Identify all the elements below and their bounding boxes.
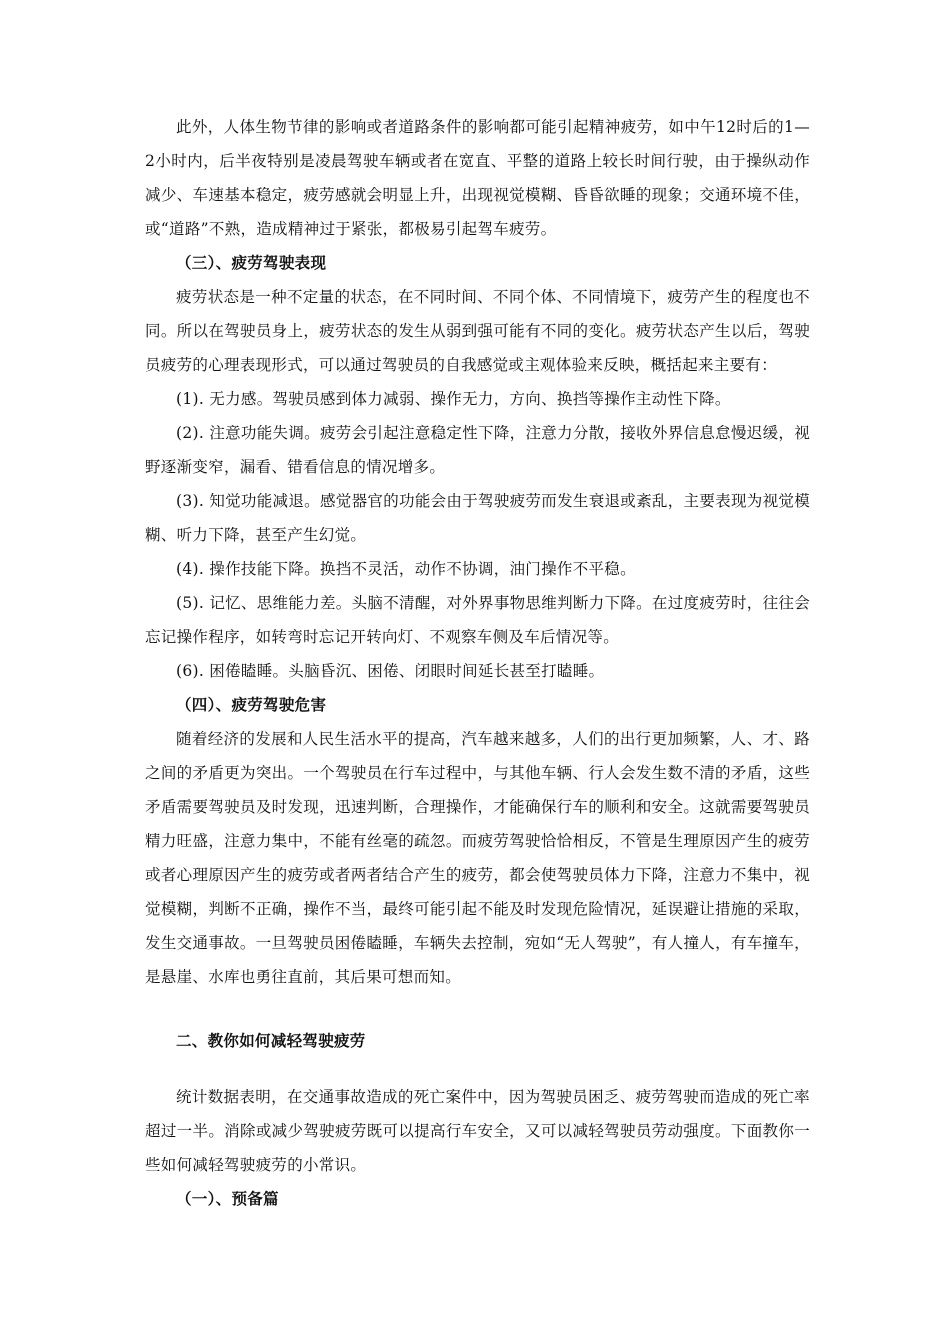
- spacer: [145, 1058, 810, 1080]
- paragraph-hazards: 随着经济的发展和人民生活水平的提高，汽车越来越多，人们的出行更加频繁，人、才、路之间的矛盾更为突出。一个驾驶员在行车过程中，与其他车辆、行人会发生数不清的矛盾，这些矛盾需要驾驶员及时发现，迅速判断，合理操作，才能确保行车的顺利和安全。这就需要驾驶员精力旺盛，注意力集中，不能有丝毫的疏忽。而疲劳驾驶恰恰相反，不管是生理原因产生的疲劳或者心理原因产生的疲劳或者两者结合产生的疲劳，都会使驾驶员体力下降，注意力不集中，视觉模糊，判断不正确，操作不当，最终可能引起不能及时发现危险情况，延误避让措施的采取，发生交通事故。一旦驾驶员困倦瞌睡，车辆失去控制，宛如“无人驾驶”，有人撞人，有车撞车，是悬崖、水库也勇往直前，其后果可想而知。: [145, 730, 810, 986]
- paragraph-mental-fatigue: 此外，人体生物节律的影响或者道路条件的影响都可能引起精神疲劳，如中午12时后的1—2小时内，后半夜特别是凌晨驾驶车辆或者在宽直、平整的道路上较长时间行驶，由于操纵动作减少、车速基本稳定，疲劳感就会明显上升，出现视觉模糊、昏昏欲睡的现象；交通环境不佳，或“道路”不熟，造成精神过于紧张，都极易引起驾车疲劳。: [145, 118, 810, 238]
- paragraph-fatigue-state: 疲劳状态是一种不定量的状态，在不同时间、不同个体、不同情境下，疲劳产生的程度也不同。所以在驾驶员身上，疲劳状态的发生从弱到强可能有不同的变化。疲劳状态产生以后，驾驶员疲劳的心理表现形式，可以通过驾驶员的自我感觉或主观体验来反映，概括起来主要有：: [145, 288, 810, 374]
- heading-fatigue-symptoms: （三）、疲劳驾驶表现: [176, 253, 327, 272]
- spacer: [145, 994, 810, 1024]
- list-item-4: (4). 操作技能下降。换挡不灵活，动作不协调，油门操作不平稳。: [176, 560, 636, 578]
- heading-section-2: 二、教你如何减轻驾驶疲劳: [176, 1031, 366, 1050]
- paragraph-statistics: 统计数据表明，在交通事故造成的死亡案件中，因为驾驶员困乏、疲劳驾驶而造成的死亡率超过一半。消除或减少驾驶疲劳既可以提高行车安全，又可以减轻驾驶员劳动强度。下面教你一些如何减轻驾驶疲劳的小常识。: [145, 1088, 810, 1174]
- list-item-6: (6). 困倦瞌睡。头脑昏沉、困倦、闭眼时间延长甚至打瞌睡。: [176, 662, 605, 680]
- list-item-5: (5). 记忆、思维能力差。头脑不清醒，对外界事物思维判断力下降。在过度疲劳时，往往会忘记操作程序，如转弯时忘记开转向灯、不观察车侧及车后情况等。: [145, 594, 810, 646]
- list-item-3: (3). 知觉功能减退。感觉器官的功能会由于驾驶疲劳而发生衰退或紊乱，主要表现为视觉模糊、听力下降，甚至产生幻觉。: [145, 492, 810, 544]
- list-item-2: (2). 注意功能失调。疲劳会引起注意稳定性下降，注意力分散，接收外界信息怠慢迟缓，视野逐渐变窄，漏看、错看信息的情况增多。: [145, 424, 810, 476]
- heading-preparation: （一）、预备篇: [176, 1189, 279, 1208]
- list-item-1: (1). 无力感。驾驶员感到体力减弱、操作无力，方向、换挡等操作主动性下降。: [176, 390, 731, 408]
- heading-fatigue-hazards: （四）、疲劳驾驶危害: [176, 695, 327, 714]
